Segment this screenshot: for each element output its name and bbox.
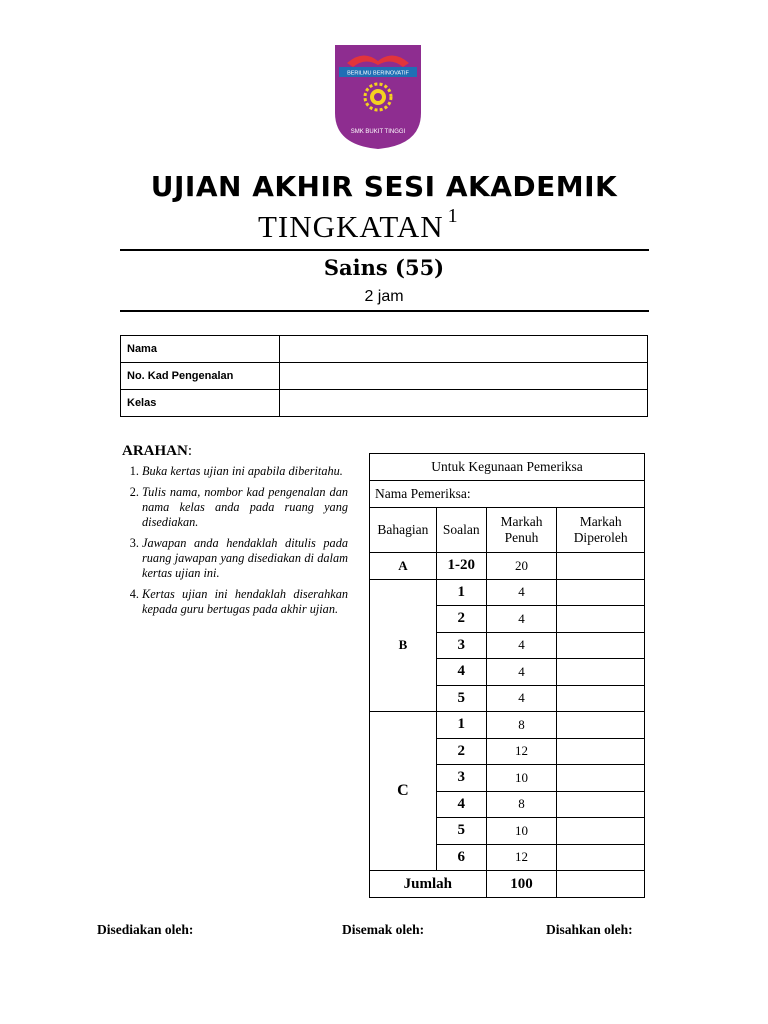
id-field[interactable]: [280, 363, 648, 390]
exam-title: UJIAN AKHIR SESI AKADEMIK: [150, 170, 618, 203]
form-label: TINGKATAN: [258, 209, 444, 244]
instruction-item: 2. Tulis nama, nombor kad pengenalan dan nama kelas anda pada ruang yang disediakan.: [142, 485, 348, 530]
student-info-table: [120, 335, 648, 417]
table-row: [370, 553, 645, 580]
full-marks-cell: 4: [486, 632, 557, 659]
question-cell: 3: [436, 765, 486, 792]
name-row: [121, 336, 648, 363]
examiner-use-title: Untuk Kegunaan Pemeriksa: [370, 454, 645, 481]
full-marks-cell: 4: [486, 579, 557, 606]
full-marks-cell: 10: [486, 818, 557, 845]
full-marks-cell: 12: [486, 844, 557, 871]
full-marks-cell: 10: [486, 765, 557, 792]
obtained-marks-cell[interactable]: [557, 553, 645, 580]
total-obtained-cell[interactable]: [557, 871, 645, 898]
question-cell: 1-20: [436, 553, 486, 580]
full-marks-cell: 4: [486, 606, 557, 633]
full-marks-cell: 8: [486, 791, 557, 818]
form-level: [258, 205, 459, 245]
obtained-marks-cell[interactable]: [557, 712, 645, 739]
name-label: Nama: [121, 336, 280, 363]
question-cell: 2: [436, 606, 486, 633]
question-cell: 4: [436, 659, 486, 686]
total-marks: 100: [486, 871, 557, 898]
section-b-label: B: [370, 579, 437, 712]
divider-bottom: [120, 310, 649, 312]
examiner-marks-table: [369, 453, 645, 898]
logo-bottom-text: SMK BUKIT TINGGI: [350, 129, 406, 135]
question-cell: 5: [436, 685, 486, 712]
col-section-header: Bahagian: [370, 508, 437, 553]
full-marks-cell: 4: [486, 659, 557, 686]
question-cell: 1: [436, 579, 486, 606]
col-full-marks-header: Markah Penuh: [486, 508, 557, 553]
col-question-header: Soalan: [436, 508, 486, 553]
approved-by-label: Disahkan oleh:: [546, 922, 633, 937]
class-row: [121, 390, 648, 417]
instruction-item: 4. Kertas ujian ini hendaklah diserahkan kepada guru bertugas pada akhir ujian.: [142, 587, 348, 617]
instruction-item: 1. Buka kertas ujian ini apabila diberitahu.: [142, 464, 348, 479]
obtained-marks-cell[interactable]: [557, 659, 645, 686]
question-cell: 1: [436, 712, 486, 739]
id-row: [121, 363, 648, 390]
full-marks-cell: 4: [486, 685, 557, 712]
obtained-marks-cell[interactable]: [557, 579, 645, 606]
divider-top: [120, 249, 649, 251]
full-marks-cell: 8: [486, 712, 557, 739]
obtained-marks-cell[interactable]: [557, 606, 645, 633]
checked-by-label: Disemak oleh:: [342, 922, 425, 937]
instructions-section: [122, 443, 348, 623]
school-logo: [333, 43, 423, 151]
table-row: [370, 712, 645, 739]
instructions-title: ARAHAN:: [122, 443, 193, 459]
full-marks-cell: 12: [486, 738, 557, 765]
question-cell: 6: [436, 844, 486, 871]
question-cell: 2: [436, 738, 486, 765]
table-row: [370, 579, 645, 606]
section-c-label: C: [370, 712, 437, 871]
total-row: [370, 871, 645, 898]
obtained-marks-cell[interactable]: [557, 791, 645, 818]
form-number: 1: [447, 205, 459, 227]
question-cell: 3: [436, 632, 486, 659]
question-cell: 4: [436, 791, 486, 818]
full-marks-cell: 20: [486, 553, 557, 580]
instruction-item: 3. Jawapan anda hendaklah ditulis pada ruang jawapan yang disediakan di dalam kertas ujian ini.: [142, 536, 348, 581]
total-label: Jumlah: [370, 871, 487, 898]
obtained-marks-cell[interactable]: [557, 765, 645, 792]
question-cell: 5: [436, 818, 486, 845]
obtained-marks-cell[interactable]: [557, 685, 645, 712]
name-field[interactable]: [280, 336, 648, 363]
instructions-list: [122, 464, 348, 617]
class-label: Kelas: [121, 390, 280, 417]
prepared-by-label: Disediakan oleh:: [97, 922, 194, 937]
obtained-marks-cell[interactable]: [557, 818, 645, 845]
class-field[interactable]: [280, 390, 648, 417]
logo-top-text: BERILMU BERINOVATIF: [347, 70, 409, 77]
obtained-marks-cell[interactable]: [557, 738, 645, 765]
section-a-label: A: [370, 553, 437, 580]
examiner-name-field[interactable]: Nama Pemeriksa:: [370, 481, 645, 508]
exam-duration: 2 jam: [364, 288, 404, 305]
subject-title: Sains (55): [323, 255, 445, 280]
obtained-marks-cell[interactable]: [557, 844, 645, 871]
col-obtained-header: Markah Diperoleh: [557, 508, 645, 553]
obtained-marks-cell[interactable]: [557, 632, 645, 659]
id-label: No. Kad Pengenalan: [121, 363, 280, 390]
